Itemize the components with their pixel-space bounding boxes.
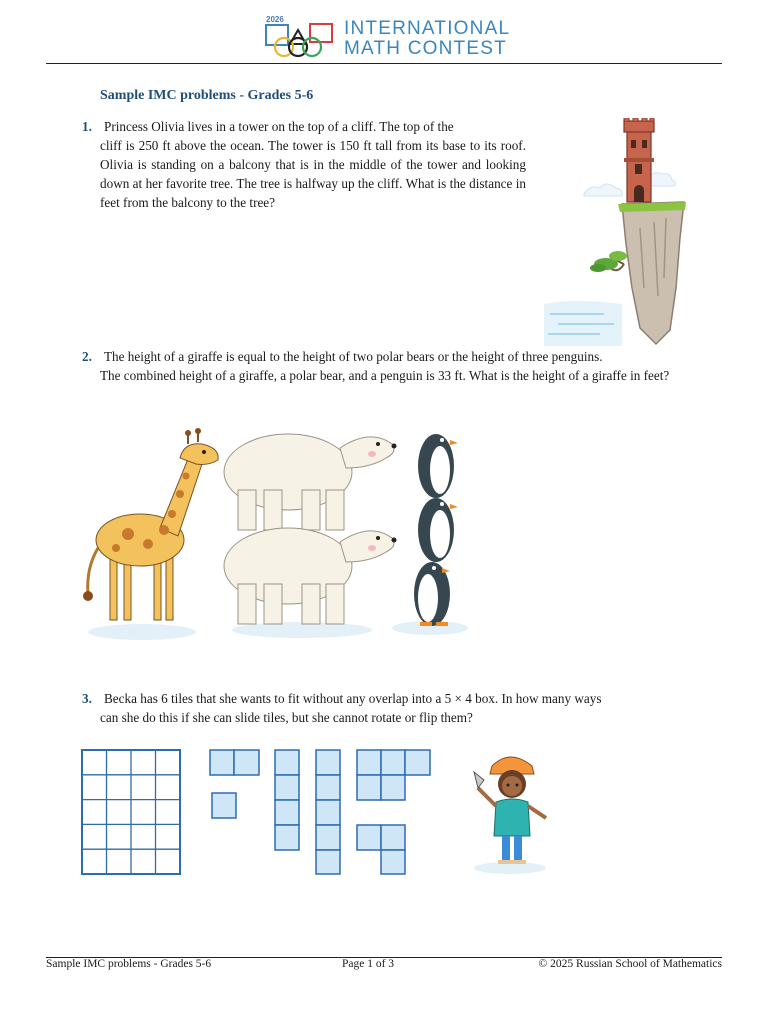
problem-text-line1: The height of a giraffe is equal to the height of two polar bears or the height of three penguins. xyxy=(104,349,603,364)
logo-year: 2026 xyxy=(266,15,284,24)
problem-text: can she do this if she can slide tiles, but she cannot rotate or flip them? xyxy=(100,710,473,725)
problem-text-line1: Princess Olivia lives in a tower on the top of a cliff. The top of the xyxy=(104,119,454,134)
giraffe-figure xyxy=(83,428,218,620)
footer-page-number: Page 1 of 3 xyxy=(342,958,395,970)
problem-number: 1. xyxy=(82,119,92,134)
polar-bear-bottom xyxy=(224,528,397,624)
tiles-set xyxy=(208,748,432,876)
tile-1x1 xyxy=(212,793,236,818)
footer-doc-title: Sample IMC problems - Grades 5-6 xyxy=(46,958,212,970)
problem-number: 3. xyxy=(82,691,92,706)
tile-1x5-vertical xyxy=(316,750,340,874)
tile-l-shape-bottom xyxy=(357,825,405,874)
penguin-stack xyxy=(414,434,458,626)
problem-text: The combined height of a giraffe, a polar bear, and a penguin is 33 ft. What is the height of a giraffe in feet? xyxy=(100,368,670,383)
tile-l-shape-top xyxy=(357,750,430,800)
problem-text: cliff is 250 ft above the ocean. The tower is 150 ft tall from its base to its roof. Olivia is standing on a balcony that is in the middle of the tower and looking down at her favorite tree. The tree is halfway up the cliff. What is the distance in feet from the balcony to the tree? xyxy=(100,138,526,210)
problem-3 xyxy=(82,689,687,727)
logo-text-international: INTERNATIONAL xyxy=(344,18,511,39)
girl-with-trowel-illustration xyxy=(470,752,554,876)
problem-text-line1: Becka has 6 tiles that she wants to fit without any overlap into a 5 × 4 box. In how many ways xyxy=(104,691,602,706)
tile-1x2-horizontal xyxy=(210,750,259,775)
document-title: Sample IMC problems - Grades 5-6 xyxy=(100,88,314,103)
giraffe-bears-penguins-illustration xyxy=(80,418,474,646)
polar-bear-top xyxy=(224,434,397,530)
tile-1x4-vertical-a xyxy=(275,750,299,850)
problem-number: 2. xyxy=(82,349,92,364)
tower-on-cliff-illustration xyxy=(544,118,690,346)
footer-copyright: © 2025 Russian School of Mathematics xyxy=(538,958,722,970)
problem-2 xyxy=(82,347,687,385)
header-divider xyxy=(46,63,722,64)
problem-1 xyxy=(82,117,526,212)
five-by-four-box-grid xyxy=(80,748,182,876)
logo-text-math-contest: MATH CONTEST xyxy=(344,38,507,59)
